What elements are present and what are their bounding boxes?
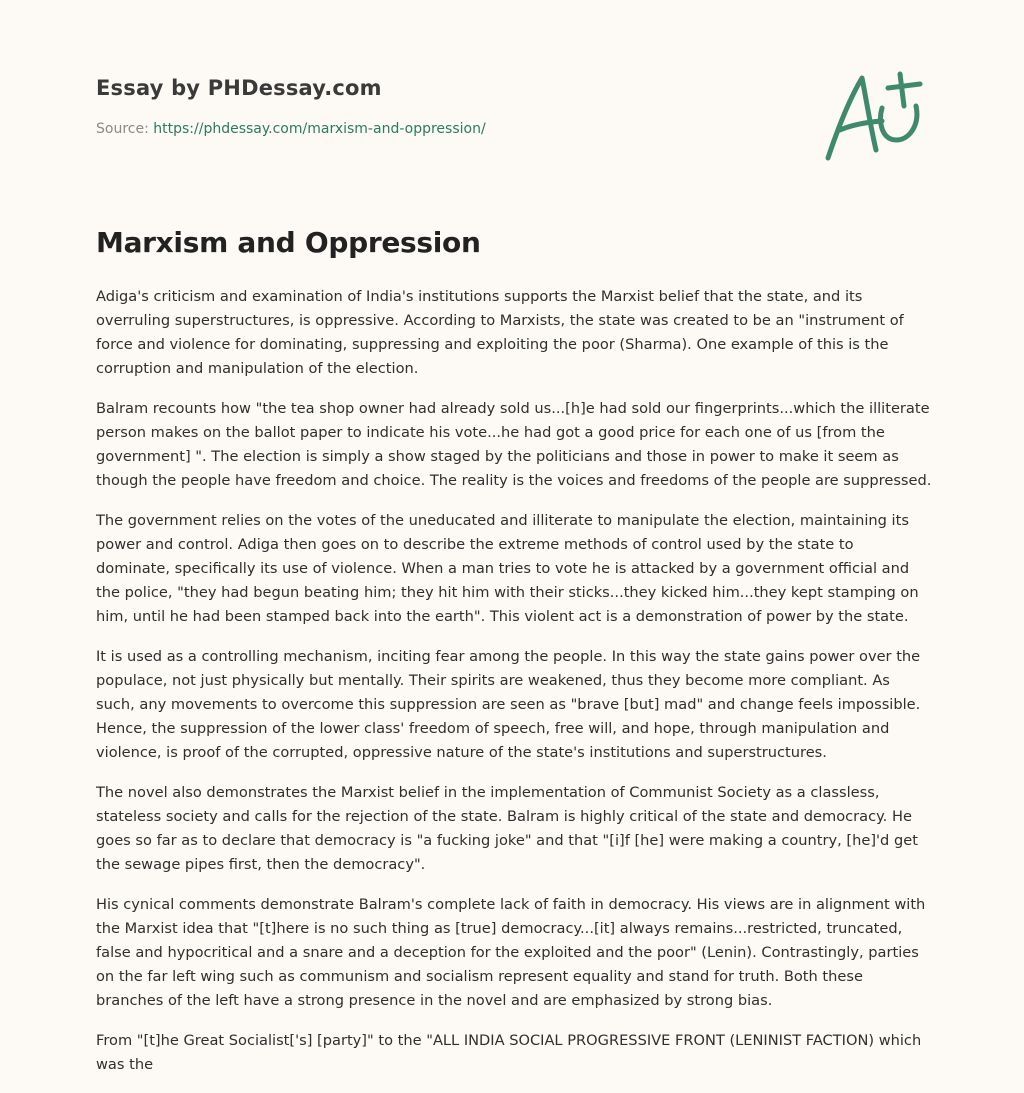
- article-paragraph: From "[t]he Great Socialist['s] [party]" to the "ALL INDIA SOCIAL PROGRESSIVE FRONT (LENINIST FACTION) which was the: [96, 1032, 922, 1073]
- source-link[interactable]: https://phdessay.com/marxism-and-oppression/: [153, 121, 486, 137]
- article-paragraph: Balram recounts how "the tea shop owner had already sold us...[h]e had sold our fingerprints...which the illiterate person makes on the ballot paper to indicate his vote...he had got a good price for each one of us [from the government] ". The election is simply a show staged by the politicians and those in power to make it seem as though the people have freedom and choice. The reality is the voices and freedoms of the people are suppressed.: [96, 400, 932, 489]
- article-body: [96, 285, 932, 1093]
- essay-header: [96, 76, 796, 137]
- article-paragraph: His cynical comments demonstrate Balram's complete lack of faith in democracy. His views are in alignment with the Marxist idea that "[t]here is no such thing as [true] democracy...[it] always remains...restricted, truncated, false and hypocritical and a snare and a deception for the exploited and the poor" (Lenin). Contrastingly, parties on the far left wing such as communism and socialism represent equality and stand for truth. Both these branches of the left have a strong presence in the novel and are emphasized by strong bias.: [96, 896, 926, 1009]
- article-title: Marxism and Oppression: [96, 226, 481, 259]
- article-paragraph: The government relies on the votes of the uneducated and illiterate to manipulate the election, maintaining its power and control. Adiga then goes on to describe the extreme methods of control used by the state to dominate, specifically its use of violence. When a man tries to vote he is attacked by a government official and the police, "they had begun beating him; they hit him with their sticks...they kicked him...they kept stamping on him, until he had been stamped back into the earth". This violent act is a demonstration of power by the state.: [96, 512, 919, 625]
- source-label: Source:: [96, 121, 149, 137]
- site-brand: Essay by PHDessay.com: [96, 76, 382, 100]
- article-paragraph: The novel also demonstrates the Marxist belief in the implementation of Communist Society as a classless, stateless society and calls for the rejection of the state. Balram is highly critical of the state and democracy. He goes so far as to declare that democracy is "a fucking joke" and that "[i]f [he] were making a country, [he]'d get the sewage pipes first, then the democracy".: [96, 784, 918, 873]
- source-line: [96, 121, 796, 137]
- a-plus-grade-icon: [820, 66, 930, 166]
- article-paragraph: Adiga's criticism and examination of India's institutions supports the Marxist belief that the state, and its overruling superstructures, is oppressive. According to Marxists, the state was created to be an "instrument of force and violence for dominating, suppressing and exploiting the poor (Sharma). One example of this is the corruption and manipulation of the election.: [96, 288, 904, 377]
- article-paragraph: It is used as a controlling mechanism, inciting fear among the people. In this way the state gains power over the populace, not just physically but mentally. Their spirits are weakened, thus they become more compliant. As such, any movements to overcome this suppression are seen as "brave [but] mad" and change feels impossible. Hence, the suppression of the lower class' freedom of speech, free will, and hope, through manipulation and violence, is proof of the corrupted, oppressive nature of the state's institutions and superstructures.: [96, 648, 921, 761]
